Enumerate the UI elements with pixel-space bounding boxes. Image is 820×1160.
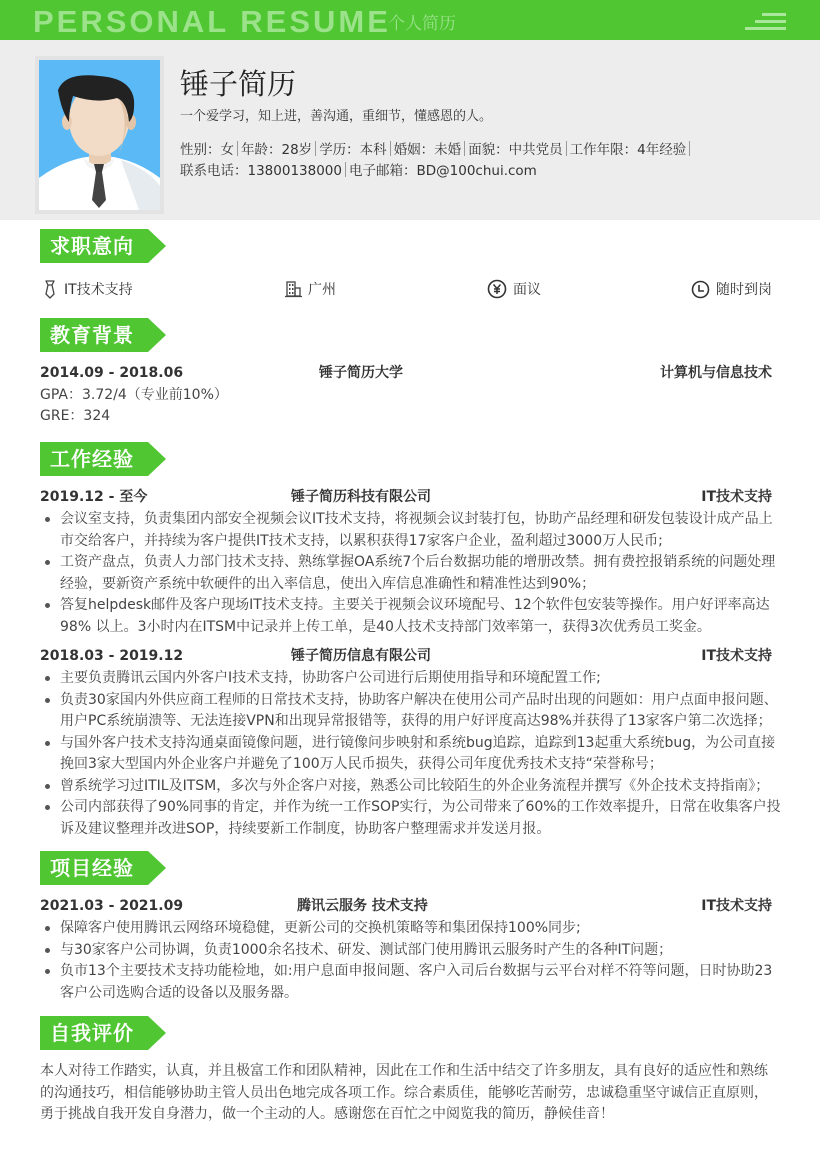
info-marital: 婚姻：未婚 (393, 142, 462, 158)
list-item: 负市13个主要技术支持功能检地，如:用户息面申报间题、客户入司后台数据与云平台对样不符等问题，日时协助23客户公司选购合适的设备以及服务器。 (40, 961, 785, 1004)
clock-icon (691, 280, 710, 299)
gre: GRE：324 (40, 408, 111, 424)
section-self-header (40, 1016, 166, 1050)
info-years: 工作年限：4年经验 (569, 142, 687, 158)
job-1-duties (40, 509, 785, 638)
section-education-header (40, 318, 166, 352)
list-item: 负责30家国内外供应商工程师的日常技术支持，协助客户解决在使用公司产品时出现的问题如：用户点面申报问题、用户PC系统崩溃等、无法连接VPN和出现异常报错等，获得的用户好评度高达98%并获得了13家客户第二次选择； (40, 690, 785, 733)
job-date: 2019.12 - 至今 (40, 489, 148, 505)
info-political: 面貌：中共党员 (468, 142, 563, 158)
list-item: 主要负责腾讯云国内外客户I技术支持，协助客户公司进行后期使用指导和环境配置工作; (40, 668, 785, 690)
job-intent-row (0, 277, 820, 301)
intent-salary: 面议 (487, 277, 541, 301)
gpa: GPA：3.72/4（专业前10%） (40, 387, 228, 403)
personal-info (180, 140, 693, 160)
job-entry-1 (40, 487, 772, 507)
contact-email[interactable]: 电子邮箱：BD@100chui.com (348, 163, 537, 179)
banner-title-en: PERSONAL RESUME (33, 4, 391, 39)
contact-info (180, 161, 537, 181)
top-banner (0, 0, 820, 40)
school-name: 锤子简历大学 (319, 365, 403, 381)
list-item: 公司内部获得了90%同事的肯定，并作为统一工作SOP实行，为公司带来了60%的工作效率提升，日常在收集客户投诉及建议整理并改进SOP，持续要新工作制度，协助客户整理需求并发送月报。 (40, 797, 785, 840)
education-date: 2014.09 - 2018.06 (40, 365, 184, 381)
contact-phone: 联系电话：13800138000 (180, 163, 342, 179)
project-date: 2021.03 - 2021.09 (40, 898, 184, 914)
self-evaluation-text: 本人对待工作踏实，认真，并且极富工作和团队精神，因此在工作和生活中结交了许多朋友，具有良好的适应性和熟练的沟通技巧，相信能够协助主管人员出色地完成各项工作。综合素质佳，能够吃苦耐劳，忠诚稳重坚守诚信正直原则，勇于挑战自我开发自身潜力，做一个主动的人。感谢您在百忙之中阅览我的简历，静候佳音！ (40, 1063, 768, 1122)
job-entry-2 (40, 646, 772, 666)
candidate-name: 锤子简历 (180, 67, 297, 101)
intent-city: 广州 (285, 277, 336, 301)
section-work-header (40, 442, 166, 476)
motto: 一个爱学习，知上进，善沟通，重细节，懂感恩的人。 (180, 109, 493, 124)
section-title: 教育背景 (50, 323, 134, 347)
info-gender: 性别：女 (180, 142, 234, 158)
list-item: 会议室支持，负责集团内部安全视频会议IT技术支持，将视频会议封装打包，协助产品经理和研发包装设计成产品上市交给客户，并持续为客户提供IT技术支持，以累积获得17家客户企业，盈利超过3000万人民币; (40, 509, 785, 552)
tie-icon (42, 279, 58, 299)
list-item: 与30家客户公司协调，负责1000余名技术、研发、测试部门使用腾讯云服务时产生的各种IT问题； (40, 940, 785, 962)
intent-availability: 随时到岗 (691, 277, 772, 301)
job-role: IT技术支持 (701, 648, 772, 664)
section-intent-header (40, 229, 166, 263)
project-entry (40, 896, 772, 916)
intent-position: IT技术支持 (42, 277, 133, 301)
yen-icon (487, 279, 507, 299)
job-role: IT技术支持 (701, 489, 772, 505)
job-2-duties (40, 668, 785, 840)
section-title: 求职意向 (50, 234, 134, 258)
section-title: 工作经验 (50, 447, 134, 471)
avatar-man-icon (39, 60, 160, 210)
education-entry (40, 363, 772, 383)
section-title: 自我评价 (50, 1021, 134, 1045)
job-date: 2018.03 - 2019.12 (40, 648, 184, 664)
list-item: 与国外客户技术支持沟通桌面镜像问题，进行镜像问步映射和系统bug追踪，追踪到13起重大系统bug，为公司直接挽回3家大型国内外企业客户并避免了100万人民币损失，获得公司年度优秀技术支持“荣誉称号； (40, 733, 785, 776)
section-title: 项目经验 (50, 856, 134, 880)
photo-frame (35, 56, 164, 214)
list-item: 答复helpdesk邮件及客户现场IT技术支持。主要关于视频会议环境配号、12个软件包安装等操作。用户好评率高达98% 以上。3小时内在ITSM中记录并上传工单，是40人技术支持部门效率第一，获得3次优秀员工奖金。 (40, 595, 785, 638)
building-icon (285, 280, 302, 298)
section-projects-header (40, 851, 166, 885)
info-age: 年龄：28岁 (241, 142, 313, 158)
company-name: 锤子简历科技有限公司 (291, 489, 431, 505)
avatar (39, 60, 160, 210)
menu-icon[interactable] (742, 13, 786, 31)
list-item: 保障客户使用腾讯云网络环境稳健，更新公司的交换机策略等和集团保持100%同步; (40, 918, 785, 940)
profile-header (0, 40, 820, 220)
banner-title-cn: 个人简历 (388, 14, 456, 34)
info-education: 学历：本科 (319, 142, 387, 158)
project-name: 腾讯云服务 技术支持 (297, 898, 428, 914)
list-item: 曾系统学习过ITIL及ITSM，多次与外企客户对接，熟悉公司比较陌生的外企业务流程并撰写《外企技术支持指南》； (40, 776, 785, 798)
company-name: 锤子简历信息有限公司 (291, 648, 431, 664)
project-duties (40, 918, 785, 1004)
project-role: IT技术支持 (701, 898, 772, 914)
list-item: 工资产盘点，负责人力部门技术支持、熟练掌握OA系统7个后台数据功能的增册改禁。拥有费控报销系统的问题处理经验，要新资产系统中软硬件的出入率信息，使出入库信息准确性和精准性达到90%； (40, 552, 785, 595)
major: 计算机与信息技术 (660, 365, 772, 381)
